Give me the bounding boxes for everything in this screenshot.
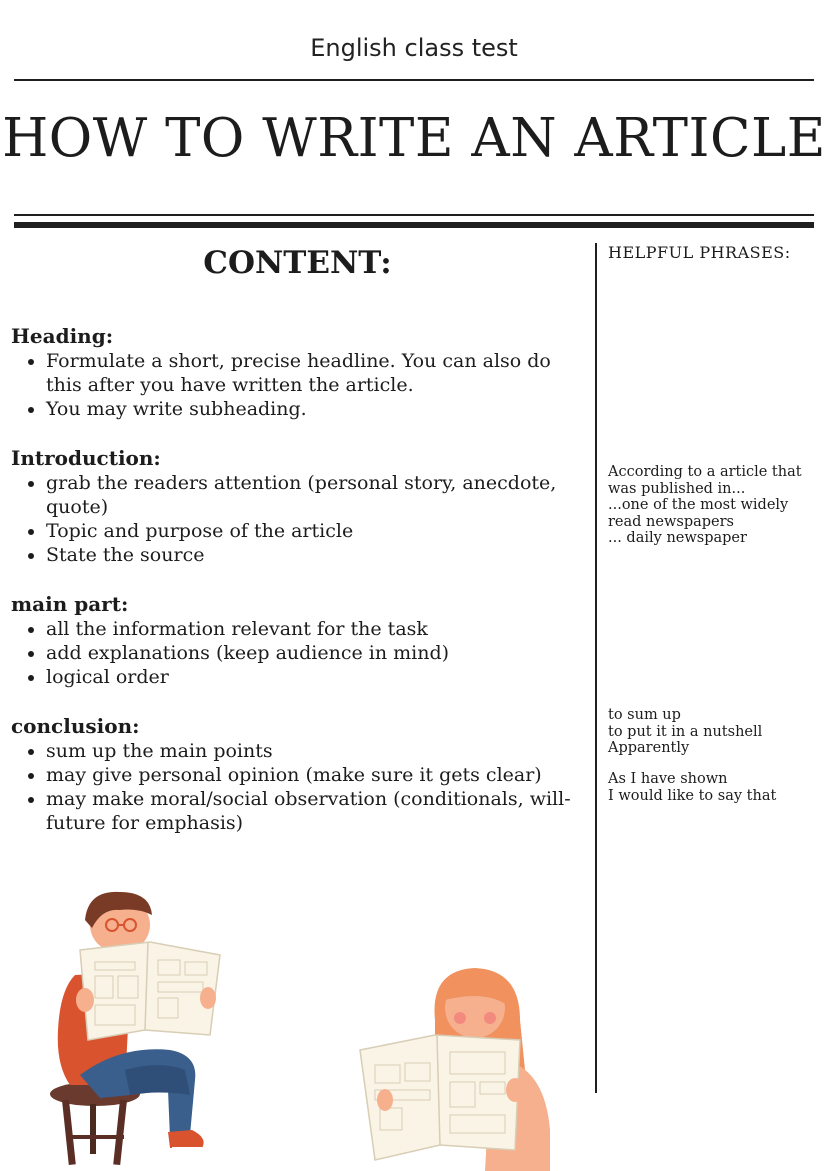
list-item: • sum up the main points	[46, 739, 591, 763]
phrase-line: was published in...	[608, 480, 746, 497]
list-item: • State the source	[46, 543, 591, 567]
content-column	[11, 323, 591, 859]
woman-reading-newspaper-illustration	[355, 960, 560, 1171]
list-item: • Topic and purpose of the article	[46, 519, 591, 543]
section-introduction	[11, 445, 591, 567]
list-item: • add explanations (keep audience in mind)	[46, 641, 591, 665]
helpful-phrases-title: HELPFUL PHRASES:	[608, 243, 791, 262]
phrase-line: ... daily newspaper	[608, 530, 747, 546]
list-item: • may make moral/social observation (conditionals, will-future for emphasis)	[46, 787, 591, 835]
column-divider	[595, 243, 597, 1093]
phrases-conclusion-a	[608, 707, 762, 757]
man-reading-newspaper-illustration	[40, 880, 240, 1171]
title-rule-thin	[14, 214, 814, 216]
list-item: • may give personal opinion (make sure it gets clear)	[46, 763, 591, 787]
phrase-line: Apparently	[608, 740, 690, 756]
list-item: • logical order	[46, 665, 591, 689]
title-rule-thick	[14, 222, 814, 228]
section-title: Heading:	[11, 324, 114, 348]
section-title: conclusion:	[11, 714, 140, 738]
list-item: • You may write subheading.	[46, 397, 591, 421]
phrase-line: to put it in a nutshell	[608, 723, 763, 740]
section-heading	[11, 323, 591, 421]
top-rule	[14, 79, 814, 81]
list-item: • all the information relevant for the task	[46, 617, 591, 641]
phrases-introduction	[608, 464, 802, 547]
document-title: HOW TO WRITE AN ARTICLE	[2, 108, 826, 169]
bullet-list	[11, 739, 591, 835]
section-conclusion	[11, 713, 591, 835]
phrase-line: According to a article that	[608, 464, 802, 480]
section-title: main part:	[11, 592, 129, 616]
content-heading: CONTENT:	[203, 245, 392, 281]
phrase-line: to sum up	[608, 707, 681, 723]
bullet-list	[11, 617, 591, 689]
list-item: • grab the readers attention (personal story, anecdote, quote)	[46, 471, 591, 519]
phrase-line: I would like to say that	[608, 787, 777, 804]
phrase-line: ...one of the most widely	[608, 497, 789, 513]
section-title: Introduction:	[11, 446, 161, 470]
document-subtitle: English class test	[310, 34, 518, 62]
phrase-line: read newspapers	[608, 513, 734, 530]
phrase-line: As I have shown	[608, 771, 728, 787]
list-item: • Formulate a short, precise headline. You can also do this after you have written the article.	[46, 349, 591, 397]
bullet-list	[11, 349, 591, 421]
phrases-conclusion-b	[608, 771, 776, 804]
section-main-part	[11, 591, 591, 689]
bullet-list	[11, 471, 591, 567]
